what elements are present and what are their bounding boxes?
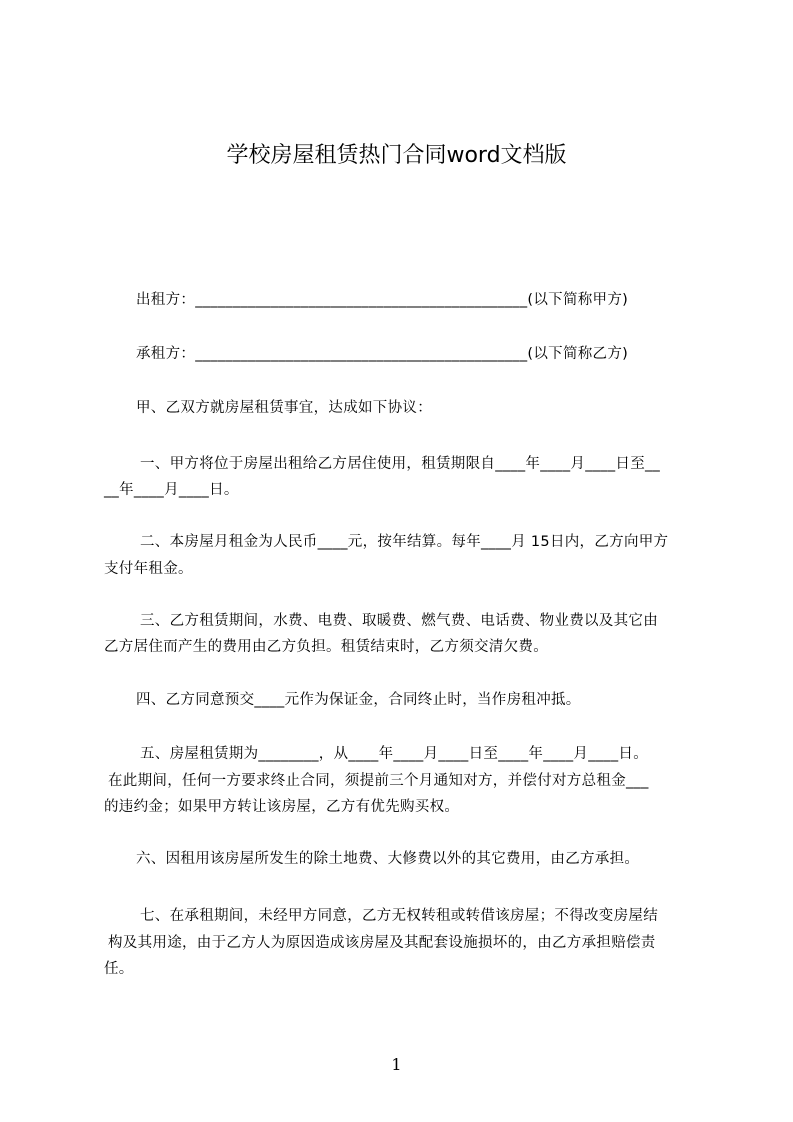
- lessee-line: 承租方：____________________________________________(以下简称乙方): [136, 346, 629, 362]
- clause-6: 六、因租用该房屋所发生的除土地费、大修费以外的其它费用，由乙方承担。: [136, 851, 640, 867]
- clause-1-line-1: 一、甲方将位于房屋出租给乙方居住使用，租赁期限自____年____月____日至__: [140, 456, 661, 472]
- clause-2-line-2: 支付年租金。: [104, 561, 193, 577]
- clause-7-line-2: 构及其用途，由于乙方人为原因造成该房屋及其配套设施损坏的，由乙方承担赔偿责: [108, 935, 656, 951]
- clause-5-line-1: 五、房屋租赁期为________，从____年____月____日至____年____月____日。: [140, 746, 648, 762]
- clause-5-line-3: 的违约金；如果甲方转让该房屋，乙方有优先购买权。: [104, 799, 460, 815]
- document-title: 学校房屋租赁热门合同word文档版: [226, 143, 567, 168]
- page-number: 1: [391, 1055, 402, 1074]
- clause-1-line-2: __年____月____日。: [104, 482, 239, 498]
- intro-paragraph: 甲、乙双方就房屋租赁事宜，达成如下协议：: [136, 400, 432, 416]
- clause-2-line-1: 二、本房屋月租金为人民币____元，按年结算。每年____月 15日内，乙方向甲方: [140, 534, 669, 550]
- clause-7-line-3: 任。: [104, 961, 134, 977]
- clause-3-line-2: 乙方居住而产生的费用由乙方负担。租赁结束时，乙方须交清欠费。: [104, 639, 548, 655]
- clause-3-line-1: 三、乙方租赁期间，水费、电费、取暖费、燃气费、电话费、物业费以及其它由: [140, 613, 658, 629]
- clause-4: 四、乙方同意预交____元作为保证金，合同终止时，当作房租冲抵。: [136, 692, 581, 708]
- clause-7-line-1: 七、在承租期间，未经甲方同意，乙方无权转租或转借该房屋；不得改变房屋结: [140, 908, 658, 924]
- lessor-line: 出租方：____________________________________________(以下简称甲方): [136, 292, 629, 308]
- clause-5-line-2: 在此期间，任何一方要求终止合同，须提前三个月通知对方，并偿付对方总租金___: [108, 773, 649, 789]
